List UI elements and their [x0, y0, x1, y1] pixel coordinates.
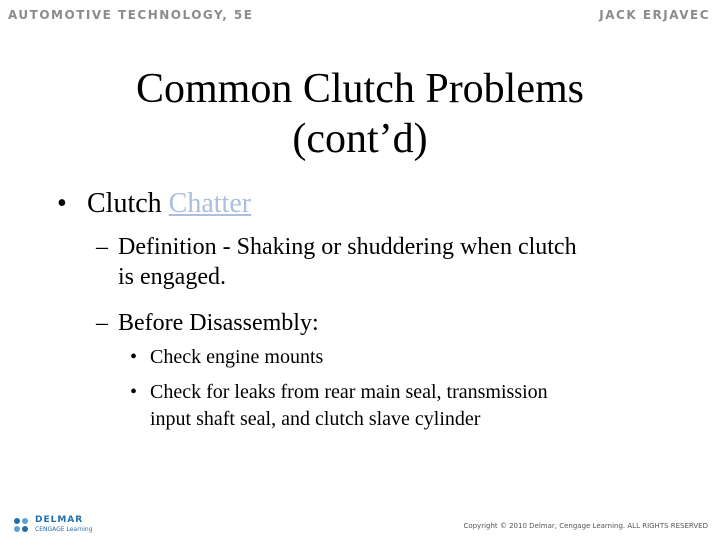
slide-title-line2: (cont’d) — [292, 116, 428, 162]
bullet-dot: • — [57, 188, 67, 219]
engine-mounts-text: Check engine mounts — [150, 346, 324, 368]
bullet-dot: • — [130, 381, 138, 403]
sub-sub-item-engine-mounts — [130, 344, 690, 371]
logo-line1: DELMAR — [35, 515, 84, 525]
chatter-link[interactable]: Chatter — [168, 188, 252, 219]
sub-item-before-disassembly — [96, 308, 676, 338]
copyright-notice: Copyright © 2010 Delmar, Cengage Learning. ALL RIGHTS RESERVED — [463, 522, 708, 530]
delmar-logo — [12, 516, 93, 534]
author-name: JACK ERJAVEC — [599, 8, 710, 22]
bullet-clutch-chatter — [57, 187, 251, 221]
logo-line2: CENGAGE Learning — [35, 526, 93, 533]
slide-title-line1: Common Clutch Problems — [135, 66, 584, 112]
book-title: AUTOMOTIVE TECHNOLOGY, 5E — [8, 8, 254, 22]
bullet-text: Clutch — [87, 188, 169, 219]
bullet-dot: • — [130, 346, 138, 368]
before-disassembly-text: Before Disassembly: — [118, 310, 319, 336]
dash-marker: – — [96, 310, 108, 336]
sub-sub-item-leaks — [130, 379, 690, 433]
leaks-line1: Check for leaks from rear main seal, transmission — [150, 381, 548, 403]
delmar-logo-icon — [12, 516, 30, 534]
leaks-line2: input shaft seal, and clutch slave cylinder — [150, 408, 481, 430]
slide-title — [0, 64, 720, 164]
definition-line2: is engaged. — [118, 264, 226, 290]
sub-item-definition — [96, 232, 676, 292]
definition-line1: Definition - Shaking or shuddering when clutch — [118, 234, 577, 260]
dash-marker: – — [96, 234, 108, 260]
